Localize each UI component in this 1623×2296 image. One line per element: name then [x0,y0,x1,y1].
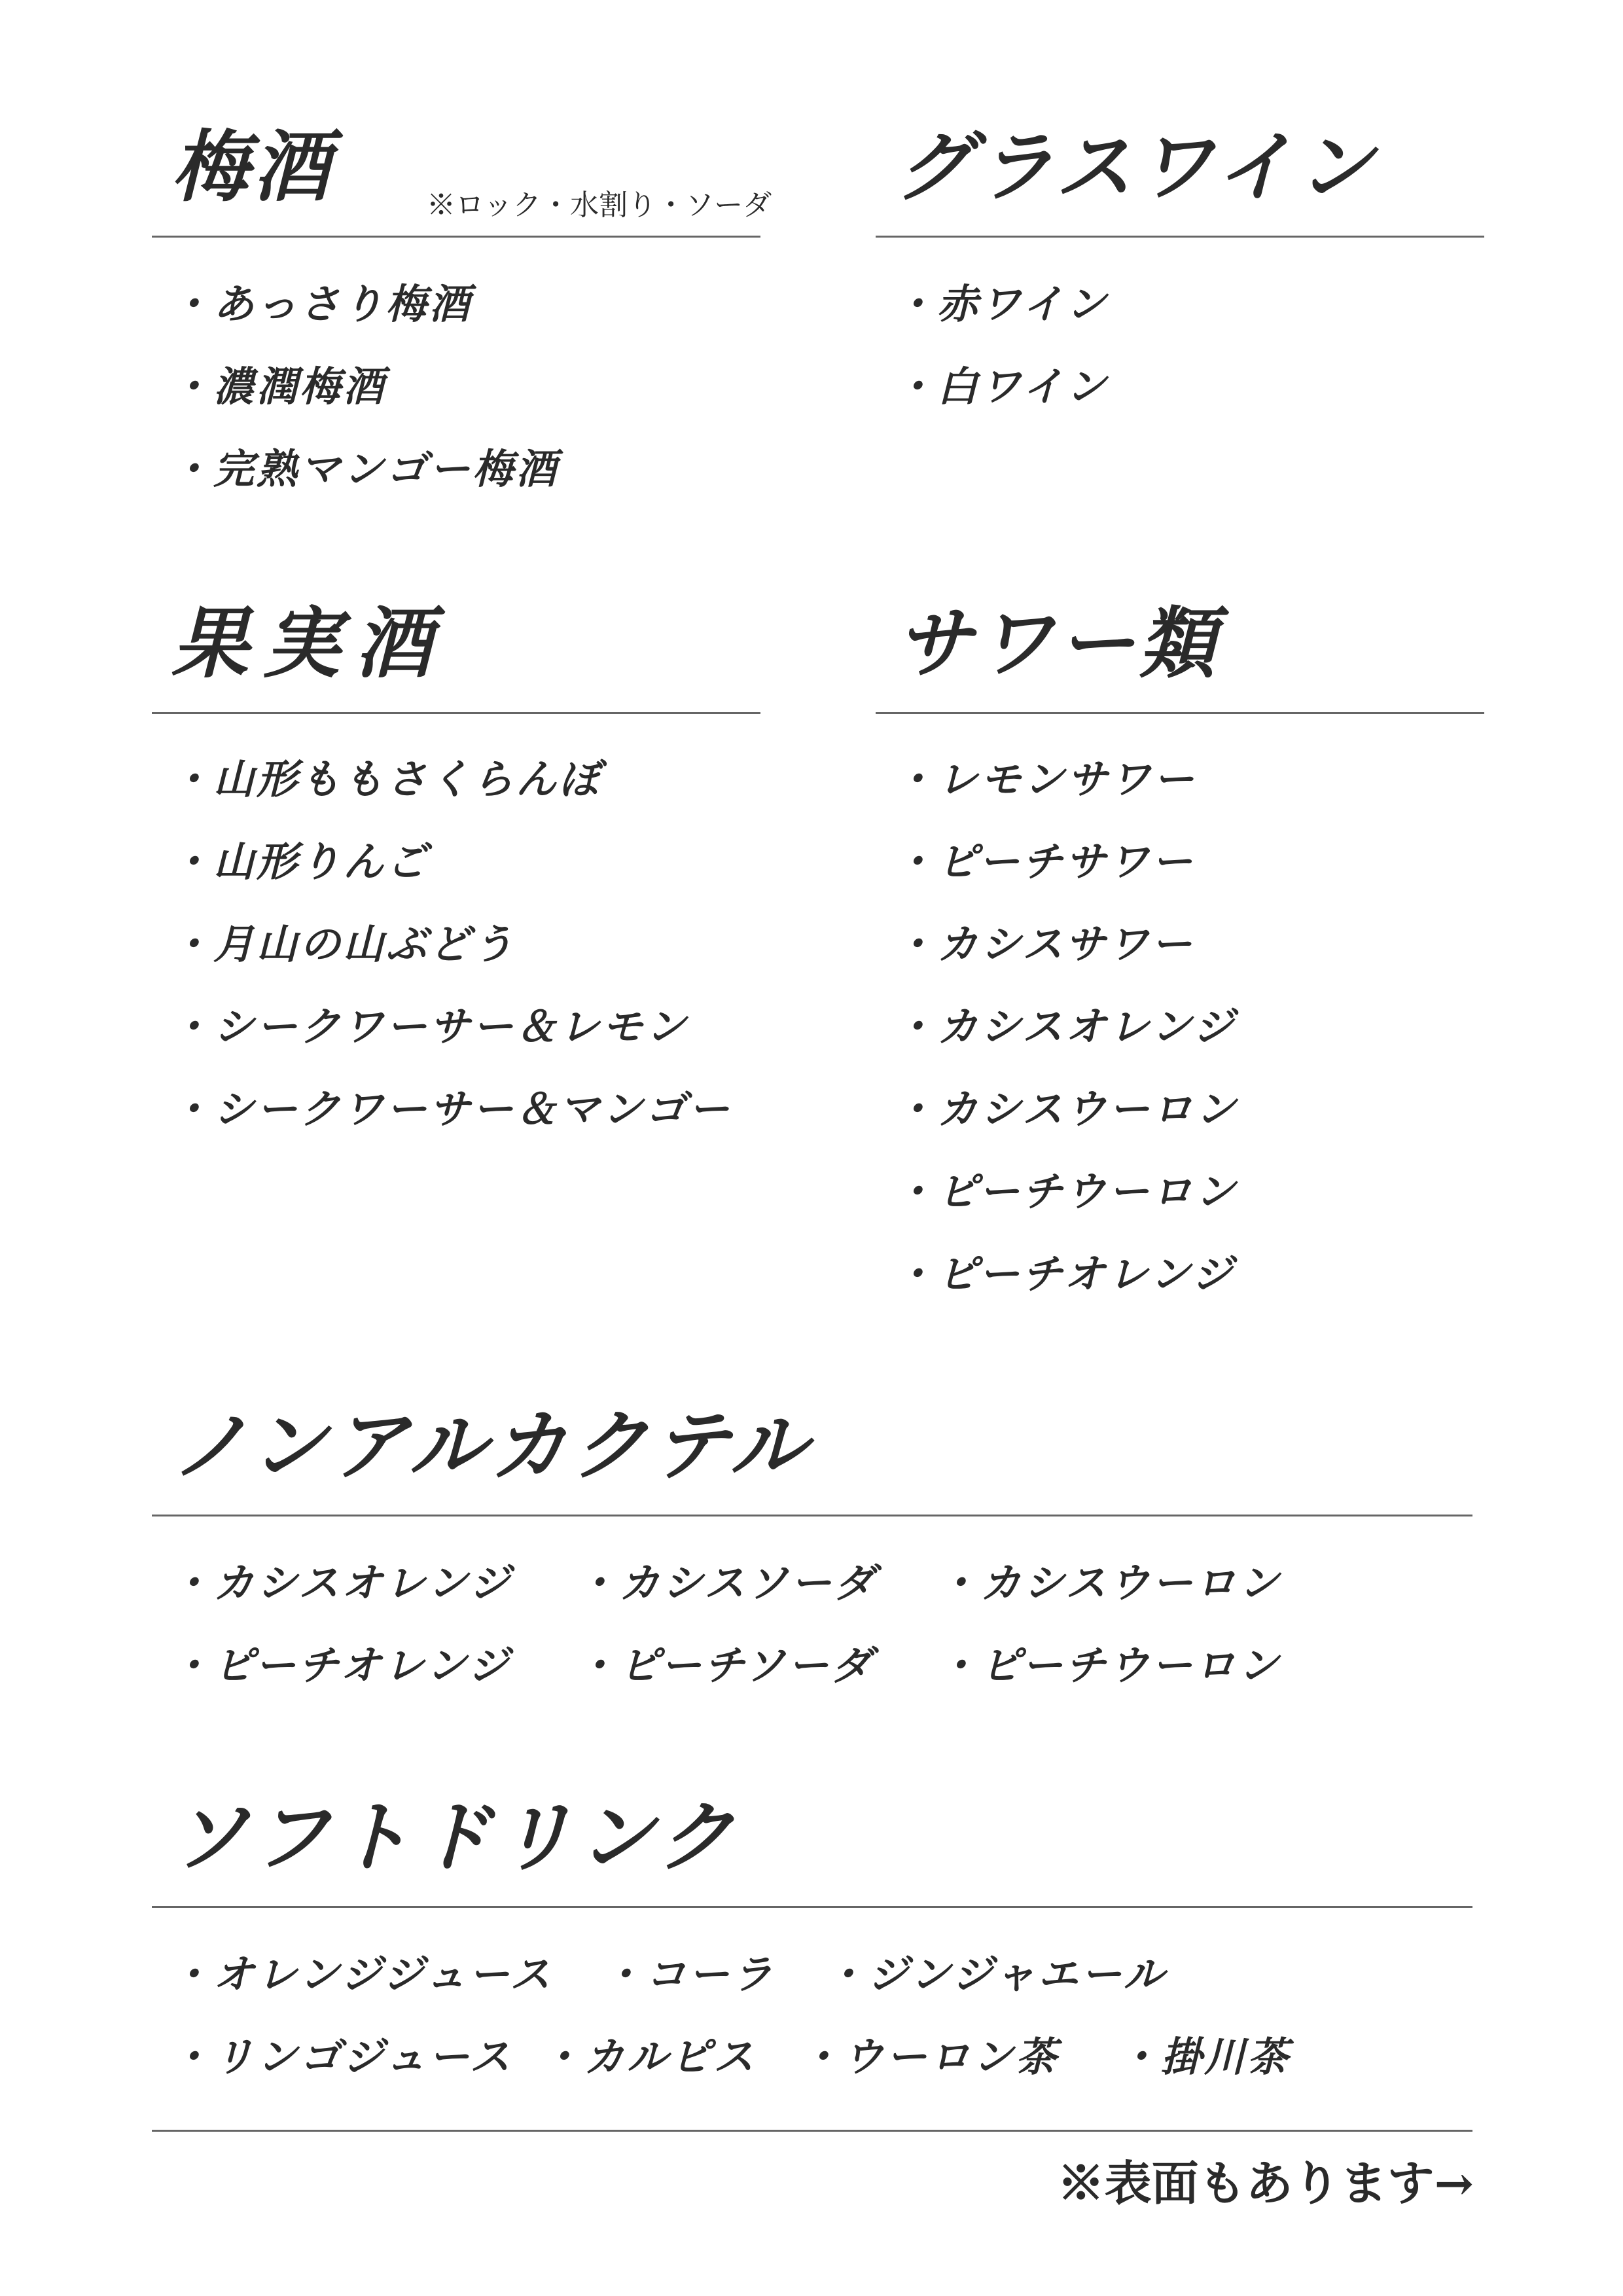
menu-item: ・ピーチオレンジ [170,1641,512,1689]
section-kajitsushu [152,598,760,1194]
section-title-kajitsushu: 果実酒 [171,598,447,689]
menu-item: ・ピーチソーダ [576,1641,874,1689]
section-divider [876,236,1484,238]
section-umeshu [152,121,772,521]
menu-item: ・完熟マンゴー梅酒 [170,445,560,493]
menu-item: ・カシスソーダ [576,1559,878,1607]
menu-item: ・ピーチオレンジ [894,1250,1236,1298]
menu-item: ・ピーチウーロン [894,1168,1238,1215]
menu-row [170,2016,1479,2098]
section-title-sour: サワー類 [895,598,1221,689]
menu-item: ・カシスサワー [894,920,1194,968]
menu-row [170,1624,1479,1707]
menu-item: ・カシスオレンジ [894,1003,1237,1050]
section-divider [152,712,760,714]
menu-item: ・ウーロン茶 [800,2033,1060,2081]
section-title-non-alcoholic: ノンアルカクテル [171,1400,811,1491]
menu-item: ・濃潤梅酒 [170,363,387,410]
section-divider [876,712,1484,714]
menu-item: ・カルピス [541,2033,757,2081]
menu-item: ・カシスオレンジ [170,1559,513,1607]
menu-item: ・レモンサワー [894,755,1197,803]
section-divider [152,1515,1472,1516]
kajitsushu-list [170,738,732,1151]
section-title-glass-wine: グラスワイン [895,121,1378,212]
menu-item: ・ピーチウーロン [937,1641,1281,1689]
section-non-alcoholic-cocktails [152,1400,1472,1715]
section-divider [152,1906,1472,1908]
menu-item: ・掛川茶 [1118,2033,1291,2081]
section-divider [152,236,760,238]
menu-item: ・あっさり梅酒 [170,280,473,328]
section-title-umeshu: 梅酒 [171,121,334,212]
menu-row [170,1542,1479,1624]
menu-item: ・オレンジジュース [170,1950,554,1998]
menu-item: ・コーラ [602,1950,776,1998]
menu-item: ・山形ももさくらんぼ [170,755,603,803]
umeshu-list [170,263,559,511]
section-glass-wine [876,121,1484,456]
menu-item: ・リンゴジュース [170,2033,513,2081]
menu-item: ・シークワーサー＆レモン [170,1003,689,1050]
menu-item: ・山形りんご [170,838,430,886]
serving-style-note: ※ロック・水割り・ソーダ [427,188,772,222]
section-soft-drinks [152,1791,1472,2106]
menu-item: ・ピーチサワー [894,838,1195,886]
menu-item: ・白ワイン [894,363,1109,410]
glass-wine-list [894,263,1109,428]
menu-item: ・カシスウーロン [894,1085,1239,1133]
section-sour [876,598,1484,1338]
menu-item: ・シークワーサー＆マンゴー [170,1085,732,1133]
sour-list [894,738,1238,1316]
menu-item: ・赤ワイン [894,280,1109,328]
menu-item: ・カシスウーロン [937,1559,1282,1607]
section-title-soft-drinks: ソフトドリンク [171,1791,738,1882]
reverse-side-note: ※表面もあります→ [1057,2155,1474,2211]
bottom-divider [152,2130,1472,2132]
menu-item: ・ジンジャエール [825,1950,1167,1998]
menu-row [170,1933,1479,2016]
menu-item: ・月山の山ぶどう [170,920,516,968]
